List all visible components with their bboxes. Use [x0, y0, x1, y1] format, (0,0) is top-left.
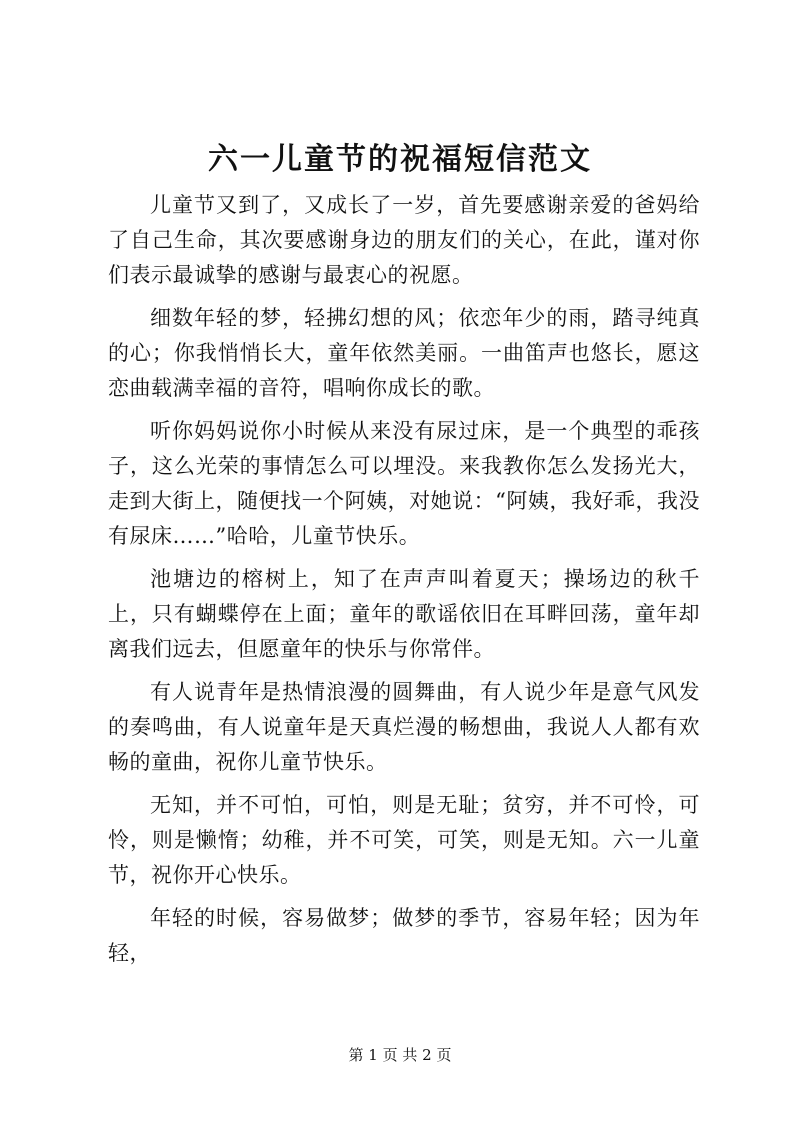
paragraph-7: 年轻的时候，容易做梦；做梦的季节，容易年轻；因为年轻，	[108, 906, 700, 965]
paragraph-3: 听你妈妈说你小时候从来没有尿过床，是一个典型的乖孩子，这么光荣的事情怎么可以埋没。来我教你怎么发扬光大，走到大街上，随便找一个阿姨，对她说：“阿姨，我好乖，我没有尿床……”哈哈，儿童节快乐。	[108, 419, 700, 548]
page-footer: 第 1 页 共 2 页	[348, 1046, 452, 1064]
paragraph-2: 细数年轻的梦，轻拂幻想的风；依恋年少的雨，踏寻纯真的心；你我悄悄长大，童年依然美丽。一曲笛声也悠长，愿这恋曲载满幸福的音符，唱响你成长的歌。	[108, 306, 700, 400]
document-body	[108, 188, 700, 979]
paragraph-1: 儿童节又到了，又成长了一岁，首先要感谢亲爱的爸妈给了自己生命，其次要感谢身边的朋友们的关心，在此，谨对你们表示最诚挚的感谢与最衷心的祝愿。	[108, 193, 700, 287]
paragraph-6: 无知，并不可怕，可怕，则是无耻；贫穷，并不可怜，可怜，则是懒惰；幼稚，并不可笑，可笑，则是无知。六一儿童节，祝你开心快乐。	[108, 793, 700, 887]
document-title: 六一儿童节的祝福短信范文	[208, 142, 592, 177]
paragraph-4: 池塘边的榕树上，知了在声声叫着夏天；操场边的秋千上，只有蝴蝶停在上面；童年的歌谣依旧在耳畔回荡，童年却离我们远去，但愿童年的快乐与你常伴。	[108, 567, 700, 661]
paragraph-5: 有人说青年是热情浪漫的圆舞曲，有人说少年是意气风发的奏鸣曲，有人说童年是天真烂漫的畅想曲，我说人人都有欢畅的童曲，祝你儿童节快乐。	[108, 680, 700, 774]
